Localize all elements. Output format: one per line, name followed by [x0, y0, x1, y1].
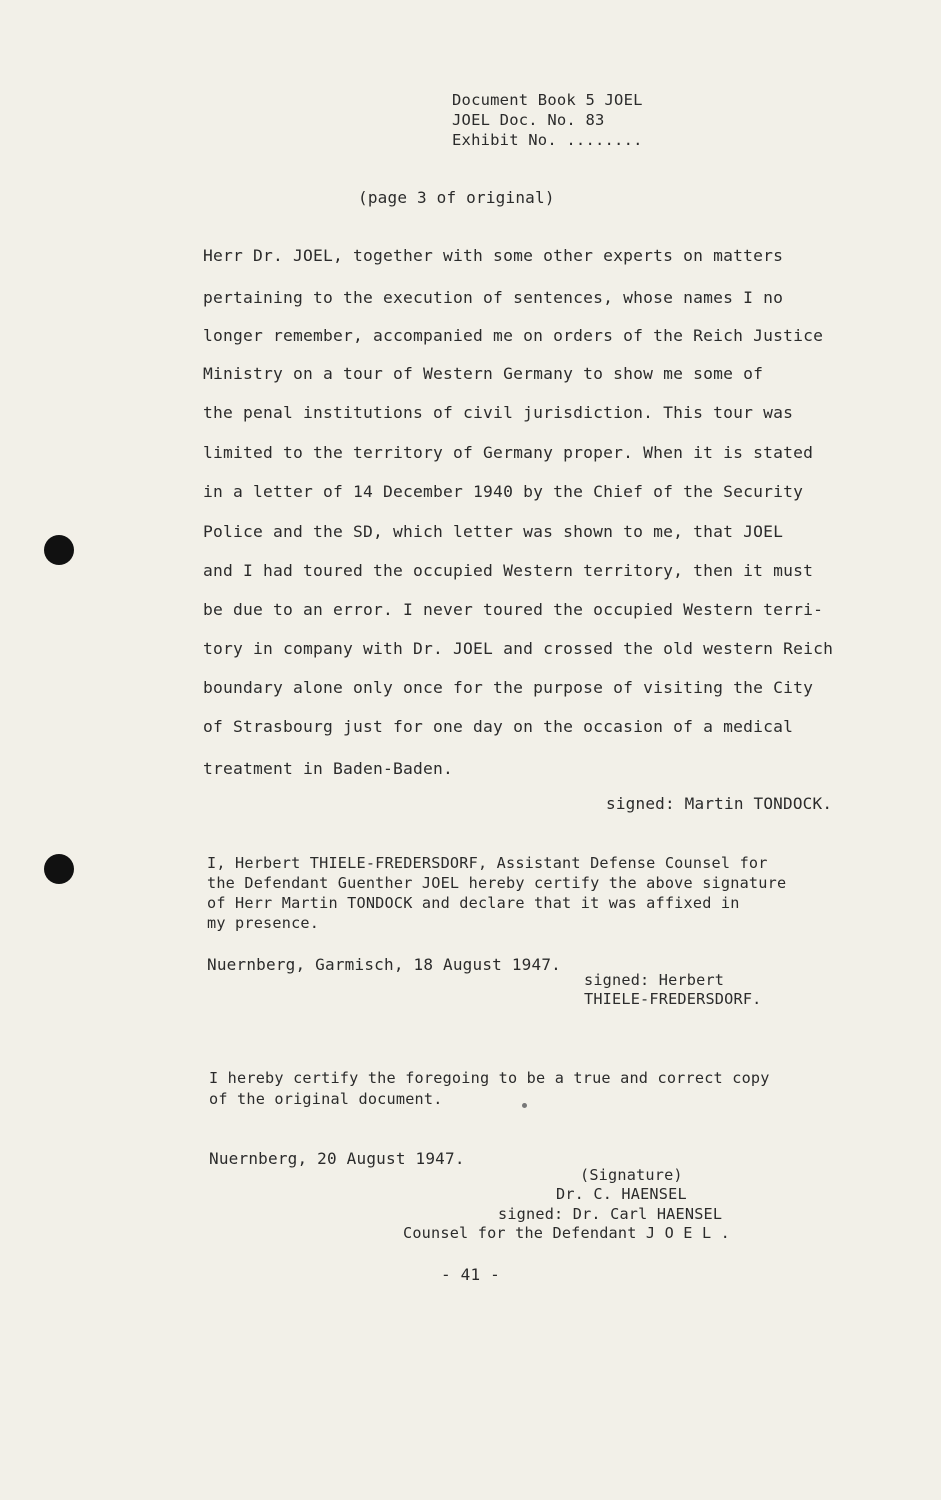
signature-tondock: signed: Martin TONDOCK.	[606, 794, 833, 813]
body-line: Police and the SD, which letter was shown to me, that JOEL	[203, 522, 784, 541]
body-line: the penal institutions of civil jurisdiction. This tour was	[203, 403, 794, 422]
body-line: longer remember, accompanied me on orders of the Reich Justice	[203, 326, 824, 345]
body-line: treatment in Baden-Baden.	[203, 759, 454, 778]
body-line: tory in company with Dr. JOEL and crossed the old western Reich	[203, 639, 834, 658]
body-line: Ministry on a tour of Western Germany to show me some of	[203, 364, 764, 383]
certification-line: of Herr Martin TONDOCK and declare that it was affixed in	[207, 894, 740, 912]
certification-line: I, Herbert THIELE-FREDERSDORF, Assistant Defense Counsel for	[207, 854, 768, 872]
final-sig-line: (Signature)	[580, 1166, 683, 1184]
final-sig-line: Counsel for the Defendant J O E L .	[403, 1224, 731, 1242]
document-number-label: JOEL Doc. No. 83	[452, 111, 605, 129]
body-line: be due to an error. I never toured the occupied Western terri-	[203, 600, 824, 619]
place-date-1: Nuernberg, Garmisch, 18 August 1947.	[207, 955, 561, 974]
body-line: of Strasbourg just for one day on the occasion of a medical	[203, 717, 794, 736]
copy-cert-line: I hereby certify the foregoing to be a true and correct copy	[209, 1069, 770, 1087]
signature-herbert-line1: signed: Herbert	[584, 971, 725, 989]
page-number: - 41 -	[441, 1265, 500, 1284]
signature-herbert-line2: THIELE-FREDERSDORF.	[584, 990, 762, 1008]
place-date-2: Nuernberg, 20 August 1947.	[209, 1149, 465, 1168]
punch-hole	[44, 854, 74, 884]
certification-line: the Defendant Guenther JOEL hereby certify the above signature	[207, 874, 787, 892]
body-line: limited to the territory of Germany proper. When it is stated	[203, 443, 814, 462]
ink-speck	[522, 1103, 527, 1108]
document-book-label: Document Book 5 JOEL	[452, 91, 643, 109]
body-line: in a letter of 14 December 1940 by the Chief of the Security	[203, 482, 804, 501]
body-line: Herr Dr. JOEL, together with some other experts on matters	[203, 246, 784, 265]
certification-line: my presence.	[207, 914, 320, 932]
body-line: and I had toured the occupied Western territory, then it must	[203, 561, 814, 580]
exhibit-number-label: Exhibit No. ........	[452, 131, 643, 149]
body-line: boundary alone only once for the purpose of visiting the City	[203, 678, 814, 697]
body-line: pertaining to the execution of sentences, whose names I no	[203, 288, 784, 307]
final-sig-line: Dr. C. HAENSEL	[556, 1185, 687, 1203]
page-note: (page 3 of original)	[358, 188, 555, 207]
copy-cert-line: of the original document.	[209, 1090, 443, 1108]
final-sig-line: signed: Dr. Carl HAENSEL	[498, 1205, 723, 1223]
punch-hole	[44, 535, 74, 565]
